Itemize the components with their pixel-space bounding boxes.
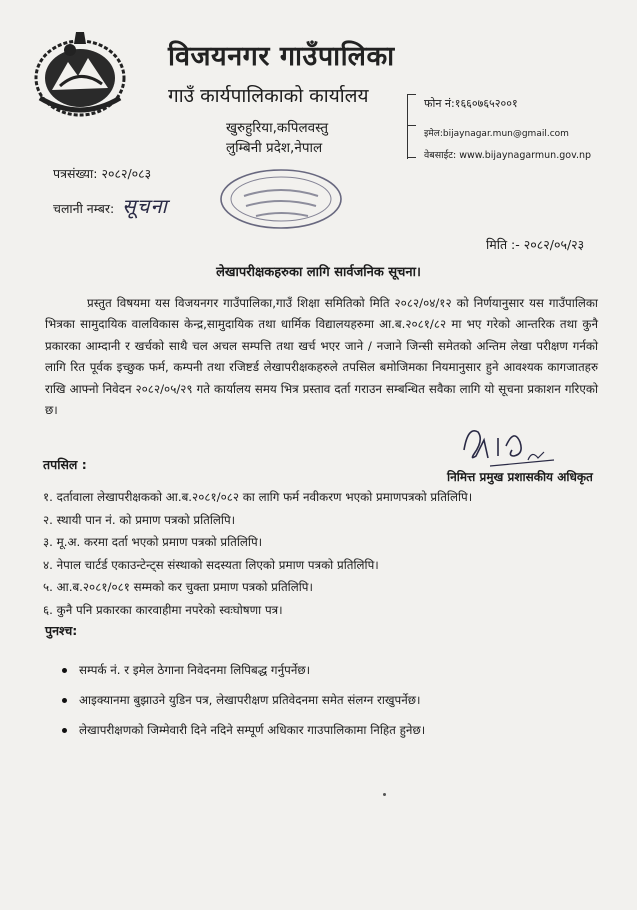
handwritten-signature (454, 420, 564, 472)
letter-date: मिति :- २०८२/०५/२३ (486, 237, 585, 252)
nepal-emblem-icon (30, 28, 130, 120)
note-text: लेखापरीक्षणको जिम्मेवारी दिने नदिने सम्पूर्ण अधिकार गाउपालिकामा निहित हुनेछ। (79, 723, 426, 737)
ink-speck (383, 793, 386, 796)
email-address: इमेल:bijaynagar.mun@gmail.com (424, 129, 569, 139)
list-item (62, 685, 425, 715)
reference-number (53, 165, 151, 182)
office-name: गाउँ कार्यपालिकाको कार्यालय (168, 85, 369, 107)
notice-body: प्रस्तुत विषयमा यस विजयनगर गाउँपालिका,गाउँ शिक्षा समितिको मिति २०८२/०४/१२ को निर्णयानुसार यस गाउँपालिका भित्रका सामुदायिक वालविकास केन्द्र,सामुदायिक तथा धार्मिक विद्यालयहरुमा आ.ब.२०८१/८२ मा भए गरेको आन्तरिक तथा कुनै प्रकारका आम्दानी र खर्चको साथै चल अचल सम्पत्ति तथा खर्च भएर जाने / नजाने जिन्सी समेतको अन्तिम लेखा परीक्षण गर्नको लागि रित पूर्वक इच्छुक फर्म, कम्पनी तथा रजिष्टर्ड लेखापरीक्षकहरुले तपसिल बमोजिमका नियमानुसार हुने आवश्यक कागजातहरु राखि आफ्नो निवेदन २०८२/०५/२९ गते कार्यालय समय भित्र प्रस्ताव दर्ता गराउन सम्बन्धित सवैका लागि यो सूचना प्रकाशन गरिएको छ। (45, 296, 598, 418)
list-item: ६. कुनै पनि प्रकारका कारवाहीमा नपरेको स्वःघोषणा पत्र। (43, 602, 283, 617)
list-heading: तपसिल : (43, 457, 87, 472)
notice-subject: लेखापरीक्षकहरुका लागि सार्वजनिक सूचना। (216, 265, 421, 280)
dispatch-number (53, 192, 168, 219)
website-address: वेबसाईट: www.bijaynagarmun.gov.np (424, 150, 592, 161)
bullet-icon (62, 728, 67, 733)
note-text: सम्पर्क नं. र इमेल ठेगाना निवेदनमा लिपिबद्ध गर्नुपर्नेछ। (79, 663, 311, 677)
reference-value: २०८२/०८३ (101, 166, 152, 181)
list-item: १. दर्तावाला लेखापरीक्षकको आ.ब.२०८१/०८२ का लागि फर्म नवीकरण भएको प्रमाणपत्रको प्रतिलिपि। (43, 490, 473, 504)
postscript-notes (62, 655, 425, 745)
signatory-designation: निमित्त प्रमुख प्रशासकीय अधिकृत (447, 470, 593, 484)
requirements-list (43, 486, 472, 621)
list-item: ४. नेपाल चार्टर्ड एकाउन्टेन्ट्स संस्थाको सदस्यता लिएको प्रमाण पत्रको प्रतिलिपि। (43, 557, 379, 572)
reference-label: पत्रसंख्या: (53, 166, 98, 181)
dispatch-label: चलानी नम्बर: (53, 201, 115, 216)
postscript-heading: पुनश्च: (45, 623, 78, 638)
office-stamp-icon (216, 166, 346, 232)
phone-number: फोन नं:१६६०७६५२००१ (424, 97, 518, 110)
address-line-1: खुरुहुरिया,कपिलवस्तु (226, 120, 329, 136)
dispatch-value: सूचना (122, 194, 168, 218)
list-item (62, 715, 425, 745)
list-item: ३. मू.अ. करमा दर्ता भएको प्रमाण पत्रको प्रतिलिपि। (43, 535, 263, 549)
list-item: ५. आ.ब.२०८१/०८१ सम्मको कर चुक्ता प्रमाण पत्रको प्रतिलिपि। (43, 580, 313, 594)
bullet-icon (62, 668, 67, 673)
list-item: २. स्थायी पान नं. को प्रमाण पत्रको प्रतिलिपि। (43, 512, 236, 527)
note-text: आइक्यानमा बुझाउने युडिन पत्र, लेखापरीक्षण प्रतिवेदनमा समेत संलग्न राखुपर्नेछ। (79, 693, 421, 707)
contact-bracket (407, 94, 420, 159)
list-item (62, 655, 425, 685)
address-line-2: लुम्बिनी प्रदेश,नेपाल (226, 140, 323, 156)
organization-name: विजयनगर गाउँपालिका (168, 41, 395, 72)
bullet-icon (62, 698, 67, 703)
